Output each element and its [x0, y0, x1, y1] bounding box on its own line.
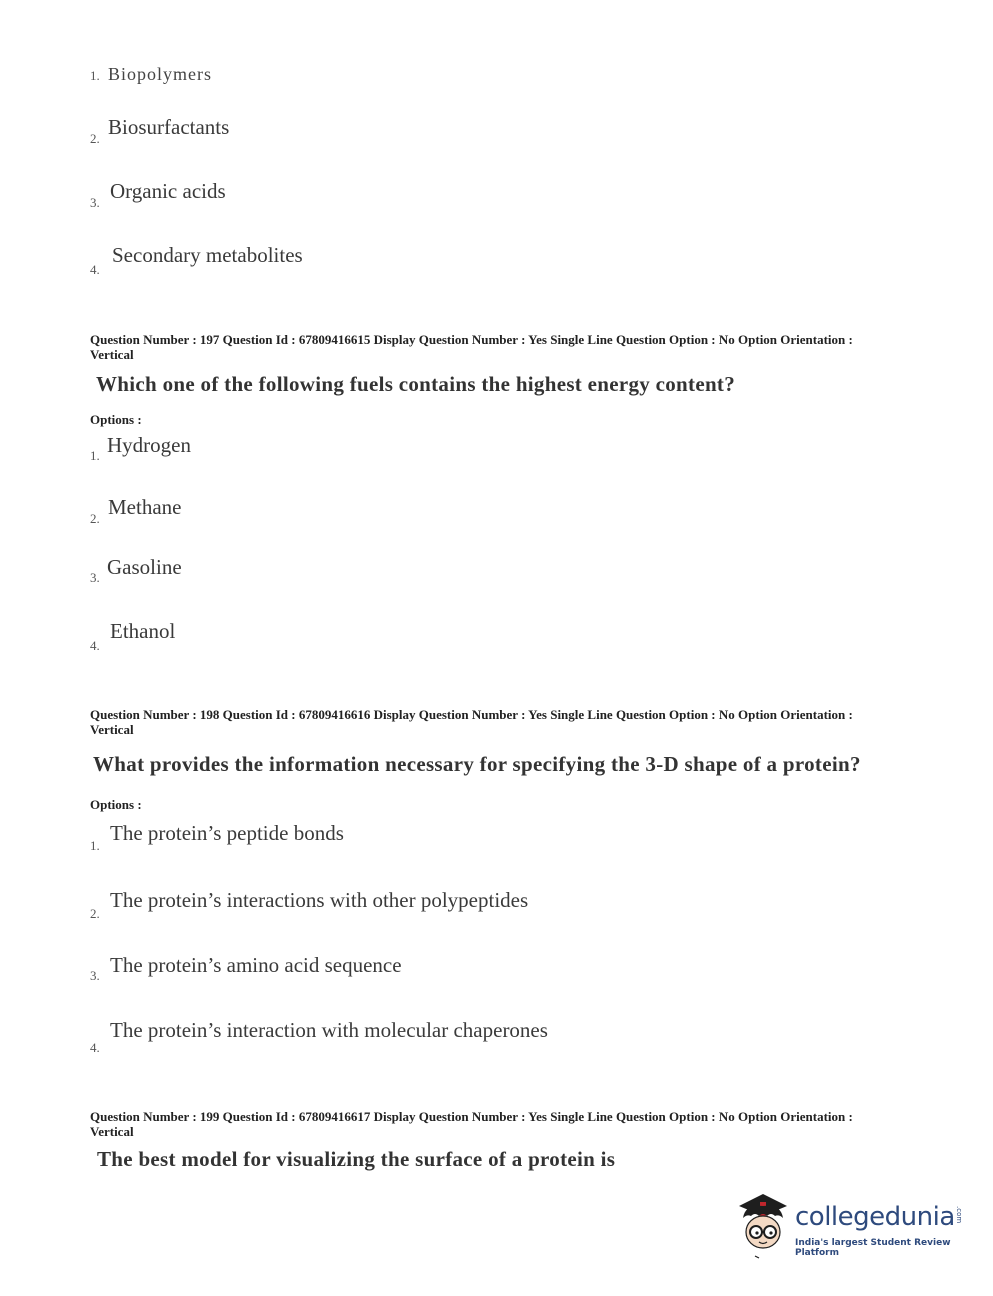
option-text: Organic acids	[110, 179, 226, 203]
option-text: The protein’s peptide bonds	[110, 821, 344, 845]
option-number: 2.	[90, 131, 100, 146]
collegedunia-logo	[733, 1188, 963, 1263]
option-number: 1.	[90, 838, 100, 853]
option-text: Ethanol	[110, 619, 176, 643]
logo-dotcom: .com	[955, 1206, 963, 1224]
question-meta: Question Number : 197 Question Id : 67809416615 Display Question Number : Yes Single Line Question Option : No Option Orientation : Vertical	[90, 332, 853, 362]
option-number: 4.	[90, 262, 100, 277]
options-label: Options :	[90, 412, 142, 427]
mascot-icon	[733, 1188, 793, 1260]
option-number: 2.	[90, 511, 100, 526]
options-label: Options :	[90, 797, 142, 812]
option-number: 4.	[90, 1040, 100, 1055]
option-text: The protein’s amino acid sequence	[110, 953, 402, 977]
option-text: Gasoline	[107, 555, 182, 579]
option-number: 1.	[90, 448, 100, 463]
question-text: What provides the information necessary for specifying the 3-D shape of a protein?	[93, 752, 861, 776]
question-text: The best model for visualizing the surface of a protein is	[97, 1147, 616, 1171]
option-text: Methane	[108, 495, 182, 519]
option-number: 2.	[90, 906, 100, 921]
option-number: 3.	[90, 570, 100, 585]
option-text-cut: Biopolymers	[108, 64, 212, 84]
option-text: Secondary metabolites	[112, 243, 303, 267]
option-text: Biosurfactants	[108, 115, 230, 139]
option-text: The protein’s interactions with other polypeptides	[110, 888, 529, 912]
option-number: 3.	[90, 968, 100, 983]
option-text: Hydrogen	[107, 433, 191, 457]
option-number: 1.	[90, 68, 100, 83]
logo-name: collegedunia	[795, 1202, 955, 1232]
option-number: 4.	[90, 638, 100, 653]
option-number: 3.	[90, 195, 100, 210]
option-text: The protein’s interaction with molecular chaperones	[110, 1018, 548, 1042]
question-meta: Question Number : 199 Question Id : 67809416617 Display Question Number : Yes Single Line Question Option : No Option Orientation : Vertical	[90, 1109, 853, 1139]
logo-tagline: India's largest Student Review Platform	[795, 1238, 951, 1258]
question-meta: Question Number : 198 Question Id : 67809416616 Display Question Number : Yes Single Line Question Option : No Option Orientation : Vertical	[90, 707, 853, 737]
question-text: Which one of the following fuels contains the highest energy content?	[96, 372, 736, 396]
